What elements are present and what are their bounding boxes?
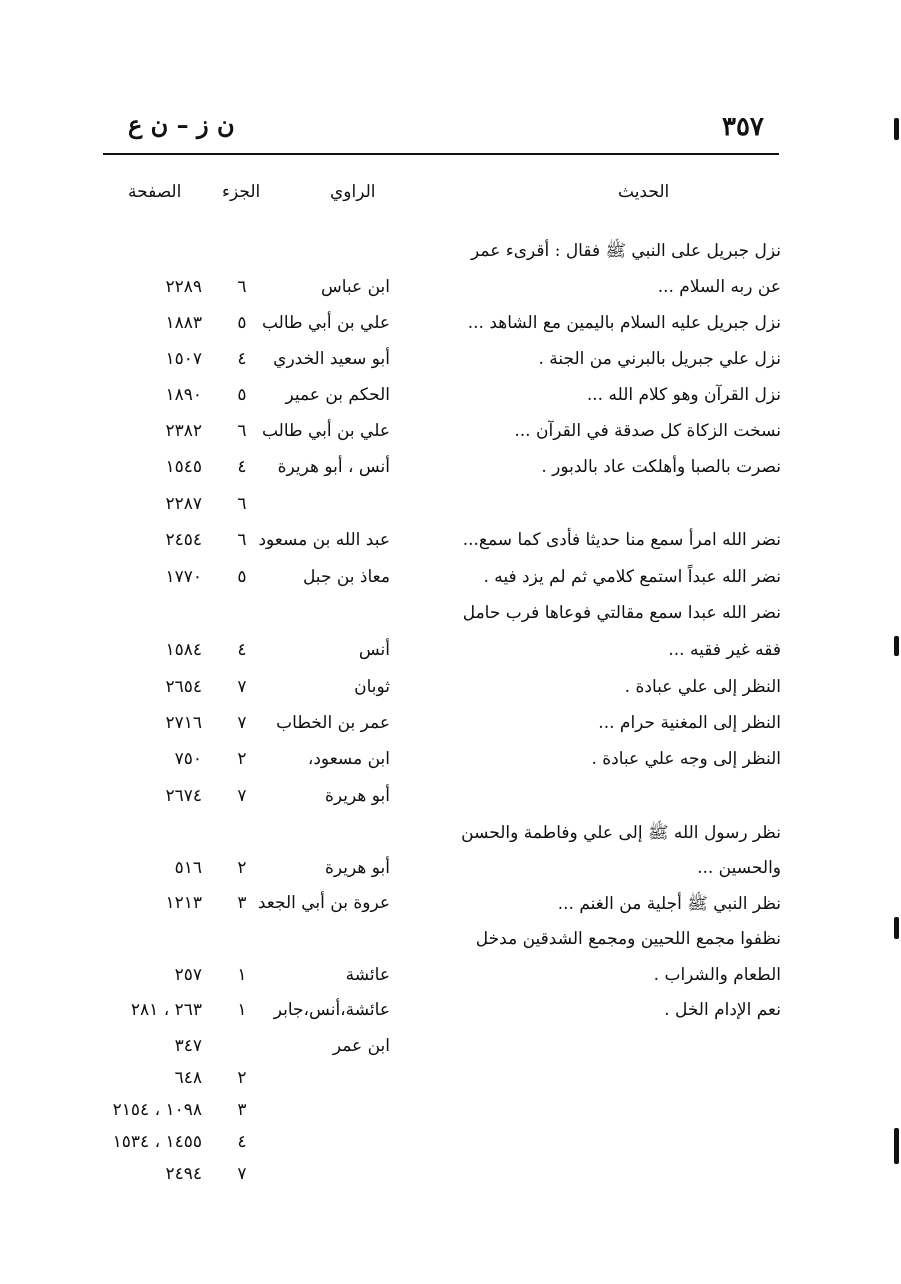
narrator: أبو هريرة [324,786,390,806]
table-row [0,240,901,274]
table-row [0,713,901,747]
page-reference: ١٢١٣ [165,893,202,913]
table-row [0,1000,901,1034]
hadith-text: نظر النبي ﷺ أجلية من الغنم ... [557,894,781,914]
page-reference: ١٨٨٣ [165,313,202,333]
table-row [0,858,901,892]
hadith-text: نظر رسول الله ﷺ إلى علي وفاطمة والحسن [461,823,781,843]
page-reference: ٦٤٨ [174,1068,202,1088]
narrator: علي بن أبي طالب [261,313,390,333]
volume-number: ٢ [237,1068,247,1088]
table-row [0,677,901,711]
table-row [0,567,901,601]
table-row [0,1100,901,1134]
hadith-text: عن ربه السلام ... [657,277,781,297]
hadith-text: نزل جبريل عليه السلام باليمين مع الشاهد ... [467,313,781,333]
table-row [0,1036,901,1070]
page-reference: ٢٢٨٧ [165,494,202,514]
narrator: عمر بن الخطاب [276,713,390,733]
hadith-text: نسخت الزكاة كل صدقة في القرآن ... [514,421,781,441]
page-reference: ١٤٥٥ ، ١٥٣٤ [112,1132,202,1152]
binding-mark [894,636,899,656]
narrator: أنس [358,640,390,660]
table-row [0,929,901,963]
hadith-text: فقه غير فقيه ... [668,640,781,660]
volume-number: ٥ [237,385,247,405]
narrator: أبو سعيد الخدري [273,349,390,369]
volume-number: ٢ [237,749,247,769]
page-reference: ٥١٦ [174,858,202,878]
page-reference: ١٥٠٧ [165,349,202,369]
page-reference: ١٨٩٠ [165,385,202,405]
page-reference: ١٠٩٨ ، ٢١٥٤ [112,1100,202,1120]
page-reference: ٢٦٧٤ [165,786,202,806]
binding-mark [894,1128,899,1164]
binding-mark [894,917,899,939]
table-row [0,822,901,856]
narrator: عائشة [345,965,390,985]
page-reference: ١٥٨٤ [165,640,202,660]
volume-number: ٥ [237,567,247,587]
volume-number: ٢ [237,858,247,878]
narrator: ابن عباس [320,277,390,297]
binding-mark [894,118,899,140]
hadith-text: نعم الإدام الخل . [664,1000,781,1020]
narrator: عبد الله بن مسعود [258,530,390,550]
page-reference: ٢٣٨٢ [165,421,202,441]
narrator: معاذ بن جبل [302,567,390,587]
hadith-text: نزل القرآن وهو كلام الله ... [586,385,781,405]
column-header-rawi: الراوي [330,182,376,202]
table-row [0,277,901,311]
hadith-text: نزل جبريل على النبي ﷺ فقال : أقرىء عمر [471,241,781,261]
table-row [0,640,901,674]
page-reference: ٢٦٣ ، ٢٨١ [130,1000,202,1020]
narrator: الحكم بن عمير [285,385,390,405]
table-row [0,786,901,820]
page-reference: ٢٧١٦ [165,713,202,733]
volume-number: ٦ [237,421,247,441]
volume-number: ١ [237,965,247,985]
hadith-text: نزل علي جبريل بالبرني من الجنة . [538,349,781,369]
volume-number: ٧ [237,713,247,733]
volume-number: ٦ [237,530,247,550]
narrator: ابن مسعود، [307,749,390,769]
narrator: عائشة،أنس،جابر [273,1000,390,1020]
table-row [0,603,901,637]
hadith-text: نضر الله عبدا سمع مقالتي فوعاها فرب حامل [462,603,781,623]
hadith-text: النظر إلى المغنية حرام ... [598,713,781,733]
table-row [0,1132,901,1166]
table-row [0,1068,901,1102]
narrator: أبو هريرة [324,858,390,878]
hadith-text: النظر إلى علي عبادة . [624,677,781,697]
table-row [0,457,901,491]
narrator: ابن عمر [332,1036,390,1056]
column-header-juz: الجزء [222,182,261,202]
table-row [0,530,901,564]
table-row [0,385,901,419]
volume-number: ١ [237,1000,247,1020]
volume-number: ٤ [237,1132,247,1152]
hadith-text: نصرت بالصبا وأهلكت عاد بالدبور . [541,457,781,477]
index-letters-heading: ن ز – ن ع [128,110,235,139]
narrator: أنس ، أبو هريرة [277,457,390,477]
narrator: عروة بن أبي الجعد [257,893,390,913]
hadith-text: والحسين ... [697,858,781,878]
volume-number: ٦ [237,494,247,514]
table-row [0,1164,901,1198]
volume-number: ٤ [237,349,247,369]
hadith-text: نضر الله امرأ سمع منا حديثا فأدى كما سمع... [462,530,781,550]
page-number: ٣٥٧ [722,112,764,142]
page-reference: ٢٤٥٤ [165,530,202,550]
volume-number: ٥ [237,313,247,333]
page-reference: ١٥٤٥ [165,457,202,477]
header-rule [103,153,779,155]
page-reference: ٣٤٧ [174,1036,202,1056]
table-row [0,965,901,999]
volume-number: ٤ [237,457,247,477]
volume-number: ٤ [237,640,247,660]
volume-number: ٣ [237,1100,247,1120]
hadith-text: النظر إلى وجه علي عبادة . [591,749,781,769]
page-reference: ٢٦٥٤ [165,677,202,697]
page-reference: ٢٤٩٤ [165,1164,202,1184]
table-row [0,349,901,383]
volume-number: ٣ [237,893,247,913]
table-row [0,893,901,927]
table-row [0,313,901,347]
table-row [0,494,901,528]
narrator: ثوبان [354,677,390,697]
hadith-text: نضر الله عبداً استمع كلامي ثم لم يزد فيه . [483,567,781,587]
table-row [0,749,901,783]
column-header-hadith: الحديث [618,182,670,202]
volume-number: ٧ [237,1164,247,1184]
narrator: علي بن أبي طالب [261,421,390,441]
table-row [0,421,901,455]
volume-number: ٦ [237,277,247,297]
volume-number: ٧ [237,786,247,806]
page-reference: ١٧٧٠ [165,567,202,587]
hadith-text: نظفوا مجمع اللحيين ومجمع الشدقين مدخل [475,929,781,949]
page-reference: ٢٢٨٩ [165,277,202,297]
volume-number: ٧ [237,677,247,697]
page-reference: ٢٥٧ [174,965,202,985]
column-header-page: الصفحة [128,182,182,202]
hadith-text: الطعام والشراب . [653,965,781,985]
page-reference: ٧٥٠ [174,749,202,769]
